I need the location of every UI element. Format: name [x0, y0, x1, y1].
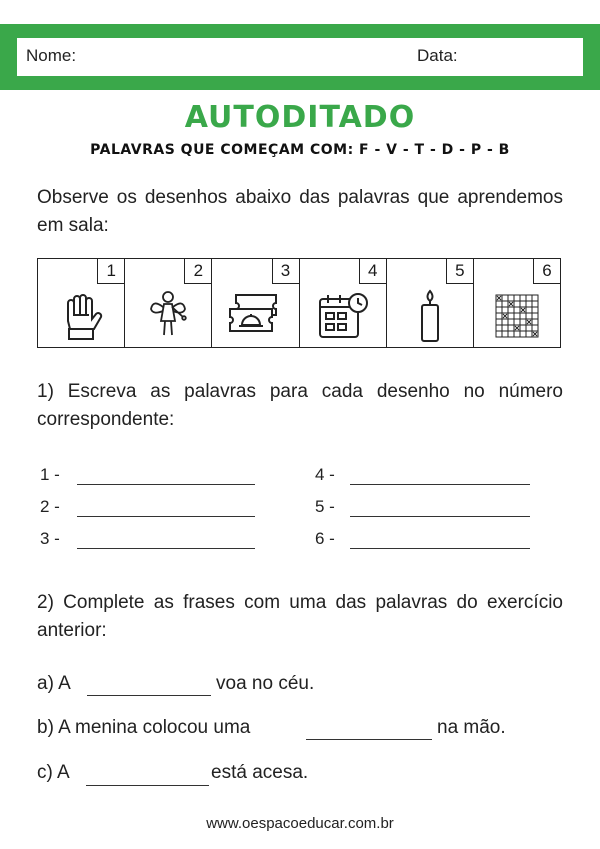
name-label: Nome:: [26, 46, 77, 65]
picture-cell-5: [387, 259, 474, 347]
grid-board-icon: [494, 293, 540, 339]
answer-label-2: 2 -: [40, 497, 60, 516]
exercise1-prompt: 1) Escreva as palavras para cada desenho no número correspondente:: [37, 381, 563, 430]
answer-blank-4[interactable]: [350, 484, 530, 485]
sentence-c-start: c) A: [37, 762, 70, 783]
date-label: Data:: [417, 46, 458, 65]
picture-cell-4: [300, 259, 387, 347]
ticket-icon: [228, 291, 282, 337]
picture-cell-3: [212, 259, 299, 347]
picture-cell-6: [474, 259, 560, 347]
picture-cell-1: [38, 259, 125, 347]
sentence-c-blank[interactable]: [86, 785, 209, 786]
sentence-b-end: na mão.: [437, 717, 506, 738]
candle-icon: [415, 289, 445, 343]
answer-blank-6[interactable]: [350, 548, 530, 549]
sentence-c-end: está acesa.: [211, 762, 309, 783]
answer-label-6: 6 -: [315, 529, 335, 548]
answer-blank-2[interactable]: [77, 516, 255, 517]
picture-number: 2: [184, 259, 211, 284]
picture-number: 5: [446, 259, 473, 284]
glove-icon: [58, 291, 104, 341]
picture-number: 3: [272, 259, 299, 284]
sentence-a-start: a) A: [37, 673, 71, 694]
answer-blank-3[interactable]: [77, 548, 255, 549]
header-box: [17, 38, 583, 76]
picture-number: 1: [97, 259, 124, 284]
intro-text: Observe os desenhos abaixo das palavras que aprendemos em sala:: [37, 187, 563, 236]
picture-number: 4: [359, 259, 386, 284]
page-title: AUTODITADO: [184, 100, 416, 135]
answer-label-5: 5 -: [315, 497, 335, 516]
sentence-b-start: b) A menina colocou uma: [37, 717, 251, 738]
picture-cell-2: [125, 259, 212, 347]
sentence-b-blank[interactable]: [306, 739, 432, 740]
answer-blank-5[interactable]: [350, 516, 530, 517]
fairy-icon: [145, 289, 191, 341]
answer-label-3: 3 -: [40, 529, 60, 548]
sentence-a-end: voa no céu.: [216, 673, 315, 694]
answer-label-1: 1 -: [40, 465, 60, 484]
sentence-a-blank[interactable]: [87, 695, 211, 696]
picture-strip: [37, 258, 561, 348]
answer-blank-1[interactable]: [77, 484, 255, 485]
calendar-icon: [316, 291, 370, 341]
footer-url[interactable]: www.oespacoeducar.com.br: [206, 815, 394, 832]
picture-number: 6: [533, 259, 560, 284]
page-subtitle: PALAVRAS QUE COMEÇAM COM: F - V - T - D - P - B: [90, 142, 510, 158]
exercise2-prompt: 2) Complete as frases com uma das palavras do exercício anterior:: [37, 592, 563, 641]
answer-label-4: 4 -: [315, 465, 335, 484]
